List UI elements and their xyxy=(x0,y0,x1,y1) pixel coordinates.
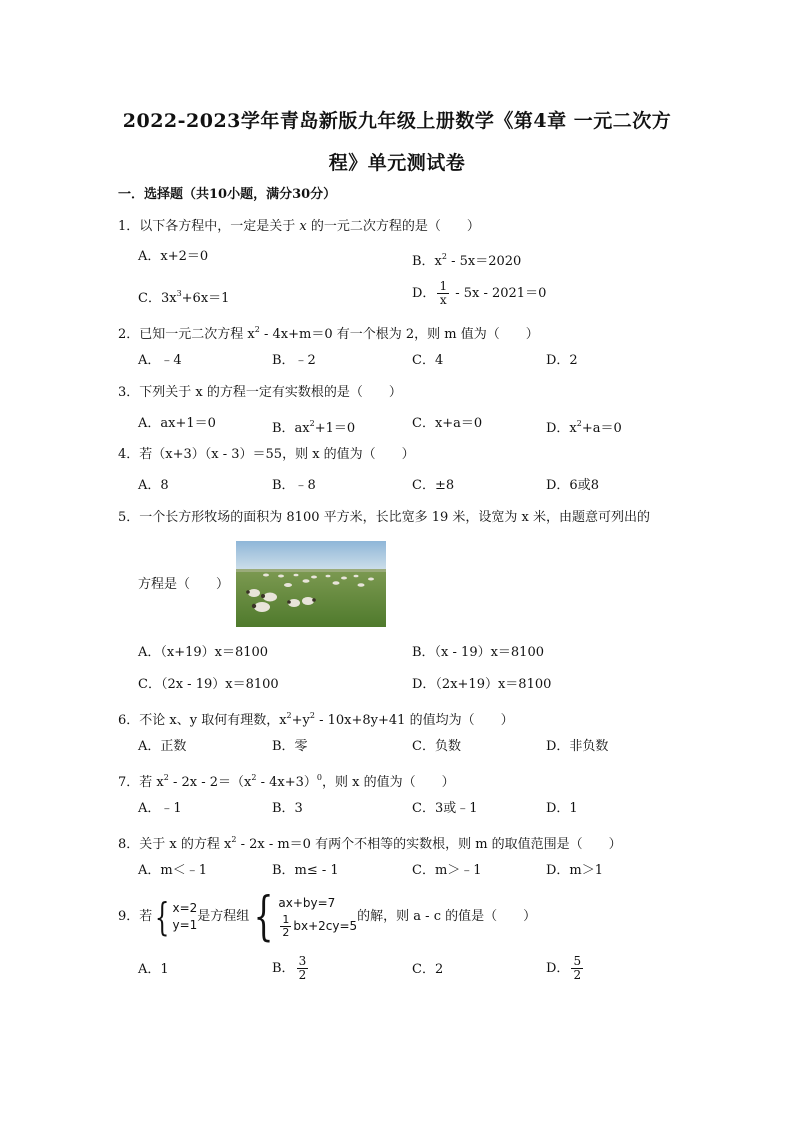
q7-option-c: C．3或﹣1 xyxy=(412,801,478,816)
q5-option-b: B．（x - 19）x＝8100 xyxy=(412,645,544,660)
q6-option-c: C．负数 xyxy=(412,739,461,754)
q5-option-c: C．（2x - 19）x＝8100 xyxy=(138,677,279,692)
q6-option-a: A．正数 xyxy=(138,739,187,754)
question-6-stem: 6．不论 x、y 取何有理数，$x^2+y^2 - 10x+8y+41$ 的值均为（ ） xyxy=(118,711,514,728)
q5-option-a: A．（x+19）x＝8100 xyxy=(138,645,269,660)
q4-option-a: A．8 xyxy=(138,478,169,493)
section-heading: 一．选择题（共10小题，满分30分） xyxy=(118,187,337,202)
q1-option-c: C．$3x^3+6x=1$ xyxy=(138,289,230,306)
q2-option-b: B．﹣2 xyxy=(272,353,316,368)
q6-option-d: D．非负数 xyxy=(546,739,609,754)
q9-option-d: D． $\frac{5}{2}$ xyxy=(546,954,582,982)
q5-option-d: D．（2x+19）x＝8100 xyxy=(412,677,552,692)
page-title-line1: 2022-2023学年青岛新版九年级上册数学《第4章 一元二次方 xyxy=(122,110,672,132)
question-5-stem-cont: 方程是（ ） xyxy=(138,577,230,592)
question-7-stem: 7．若 $x^2 - 2x - 2=(x^2 - 4x+3)^0$，则 x 的值为（ ） xyxy=(118,773,455,790)
q3-option-b: B．$ax^2+1=0$ xyxy=(272,419,356,436)
q9-option-a: A．1 xyxy=(138,962,169,977)
question-9-stem: 9．若{ x=2 y=1 是方程组{ ax+by=7 $\frac{1}{2}$ bx+2cy=5 的解，则 a - c 的值是（ ） xyxy=(118,886,537,947)
question-3-stem: 3．下列关于 x 的方程一定有实数根的是（ ） xyxy=(118,385,402,400)
q6-option-b: B．零 xyxy=(272,739,308,754)
left-brace-icon: { xyxy=(253,886,274,947)
q8-option-a: A．m＜﹣1 xyxy=(138,863,207,878)
page-title-line2: 程》单元测试卷 xyxy=(328,152,466,174)
q8-option-c: C．m＞﹣1 xyxy=(412,863,482,878)
q7-option-b: B．3 xyxy=(272,801,303,816)
q1-option-d: D． $\frac{1}{x}$ - 5x - 2021＝0 xyxy=(412,279,547,307)
q2-option-d: D．2 xyxy=(546,353,578,368)
q4-option-d: D．6或8 xyxy=(546,478,599,493)
pasture-sheep-photo xyxy=(236,541,386,627)
q8-option-d: D．m＞1 xyxy=(546,863,604,878)
q1-option-a: A．x+2＝0 xyxy=(138,249,209,264)
q4-option-c: C．±8 xyxy=(412,478,455,493)
q8-option-b: B．m≤ - 1 xyxy=(272,863,339,878)
q7-option-a: A．﹣1 xyxy=(138,801,182,816)
q9-option-b: B． $\frac{3}{2}$ xyxy=(272,954,307,982)
q7-option-d: D．1 xyxy=(546,801,578,816)
q2-option-c: C．4 xyxy=(412,353,444,368)
question-2-stem: 2．已知一元二次方程 $x^2 - 4x+m=0$ 有一个根为 2，则 m 值为（ ） xyxy=(118,325,539,342)
q3-option-d: D．$x^2+a=0$ xyxy=(546,419,622,436)
q3-option-a: A．ax+1＝0 xyxy=(138,416,216,431)
question-4-stem: 4．若（x+3）（x - 3）＝55，则 x 的值为（ ） xyxy=(118,447,415,462)
question-5-stem: 5．一个长方形牧场的面积为 8100 平方米，长比宽多 19 米，设宽为 x 米，由题意可列出的 xyxy=(118,510,651,525)
q3-option-c: C．x+a＝0 xyxy=(412,416,483,431)
q9-option-c: C．2 xyxy=(412,962,444,977)
question-8-stem: 8．关于 x 的方程 $x^2 - 2x - m=0$ 有两个不相等的实数根，则 m 的取值范围是（ ） xyxy=(118,835,622,852)
left-brace-icon: { xyxy=(155,894,170,939)
question-1-stem: 1．以下各方程中，一定是关于 x 的一元二次方程的是（ ） xyxy=(118,219,480,234)
q1-option-b: B．$x^2 - 5x=2020$ xyxy=(412,252,522,269)
q4-option-b: B．﹣8 xyxy=(272,478,316,493)
q2-option-a: A．﹣4 xyxy=(138,353,182,368)
